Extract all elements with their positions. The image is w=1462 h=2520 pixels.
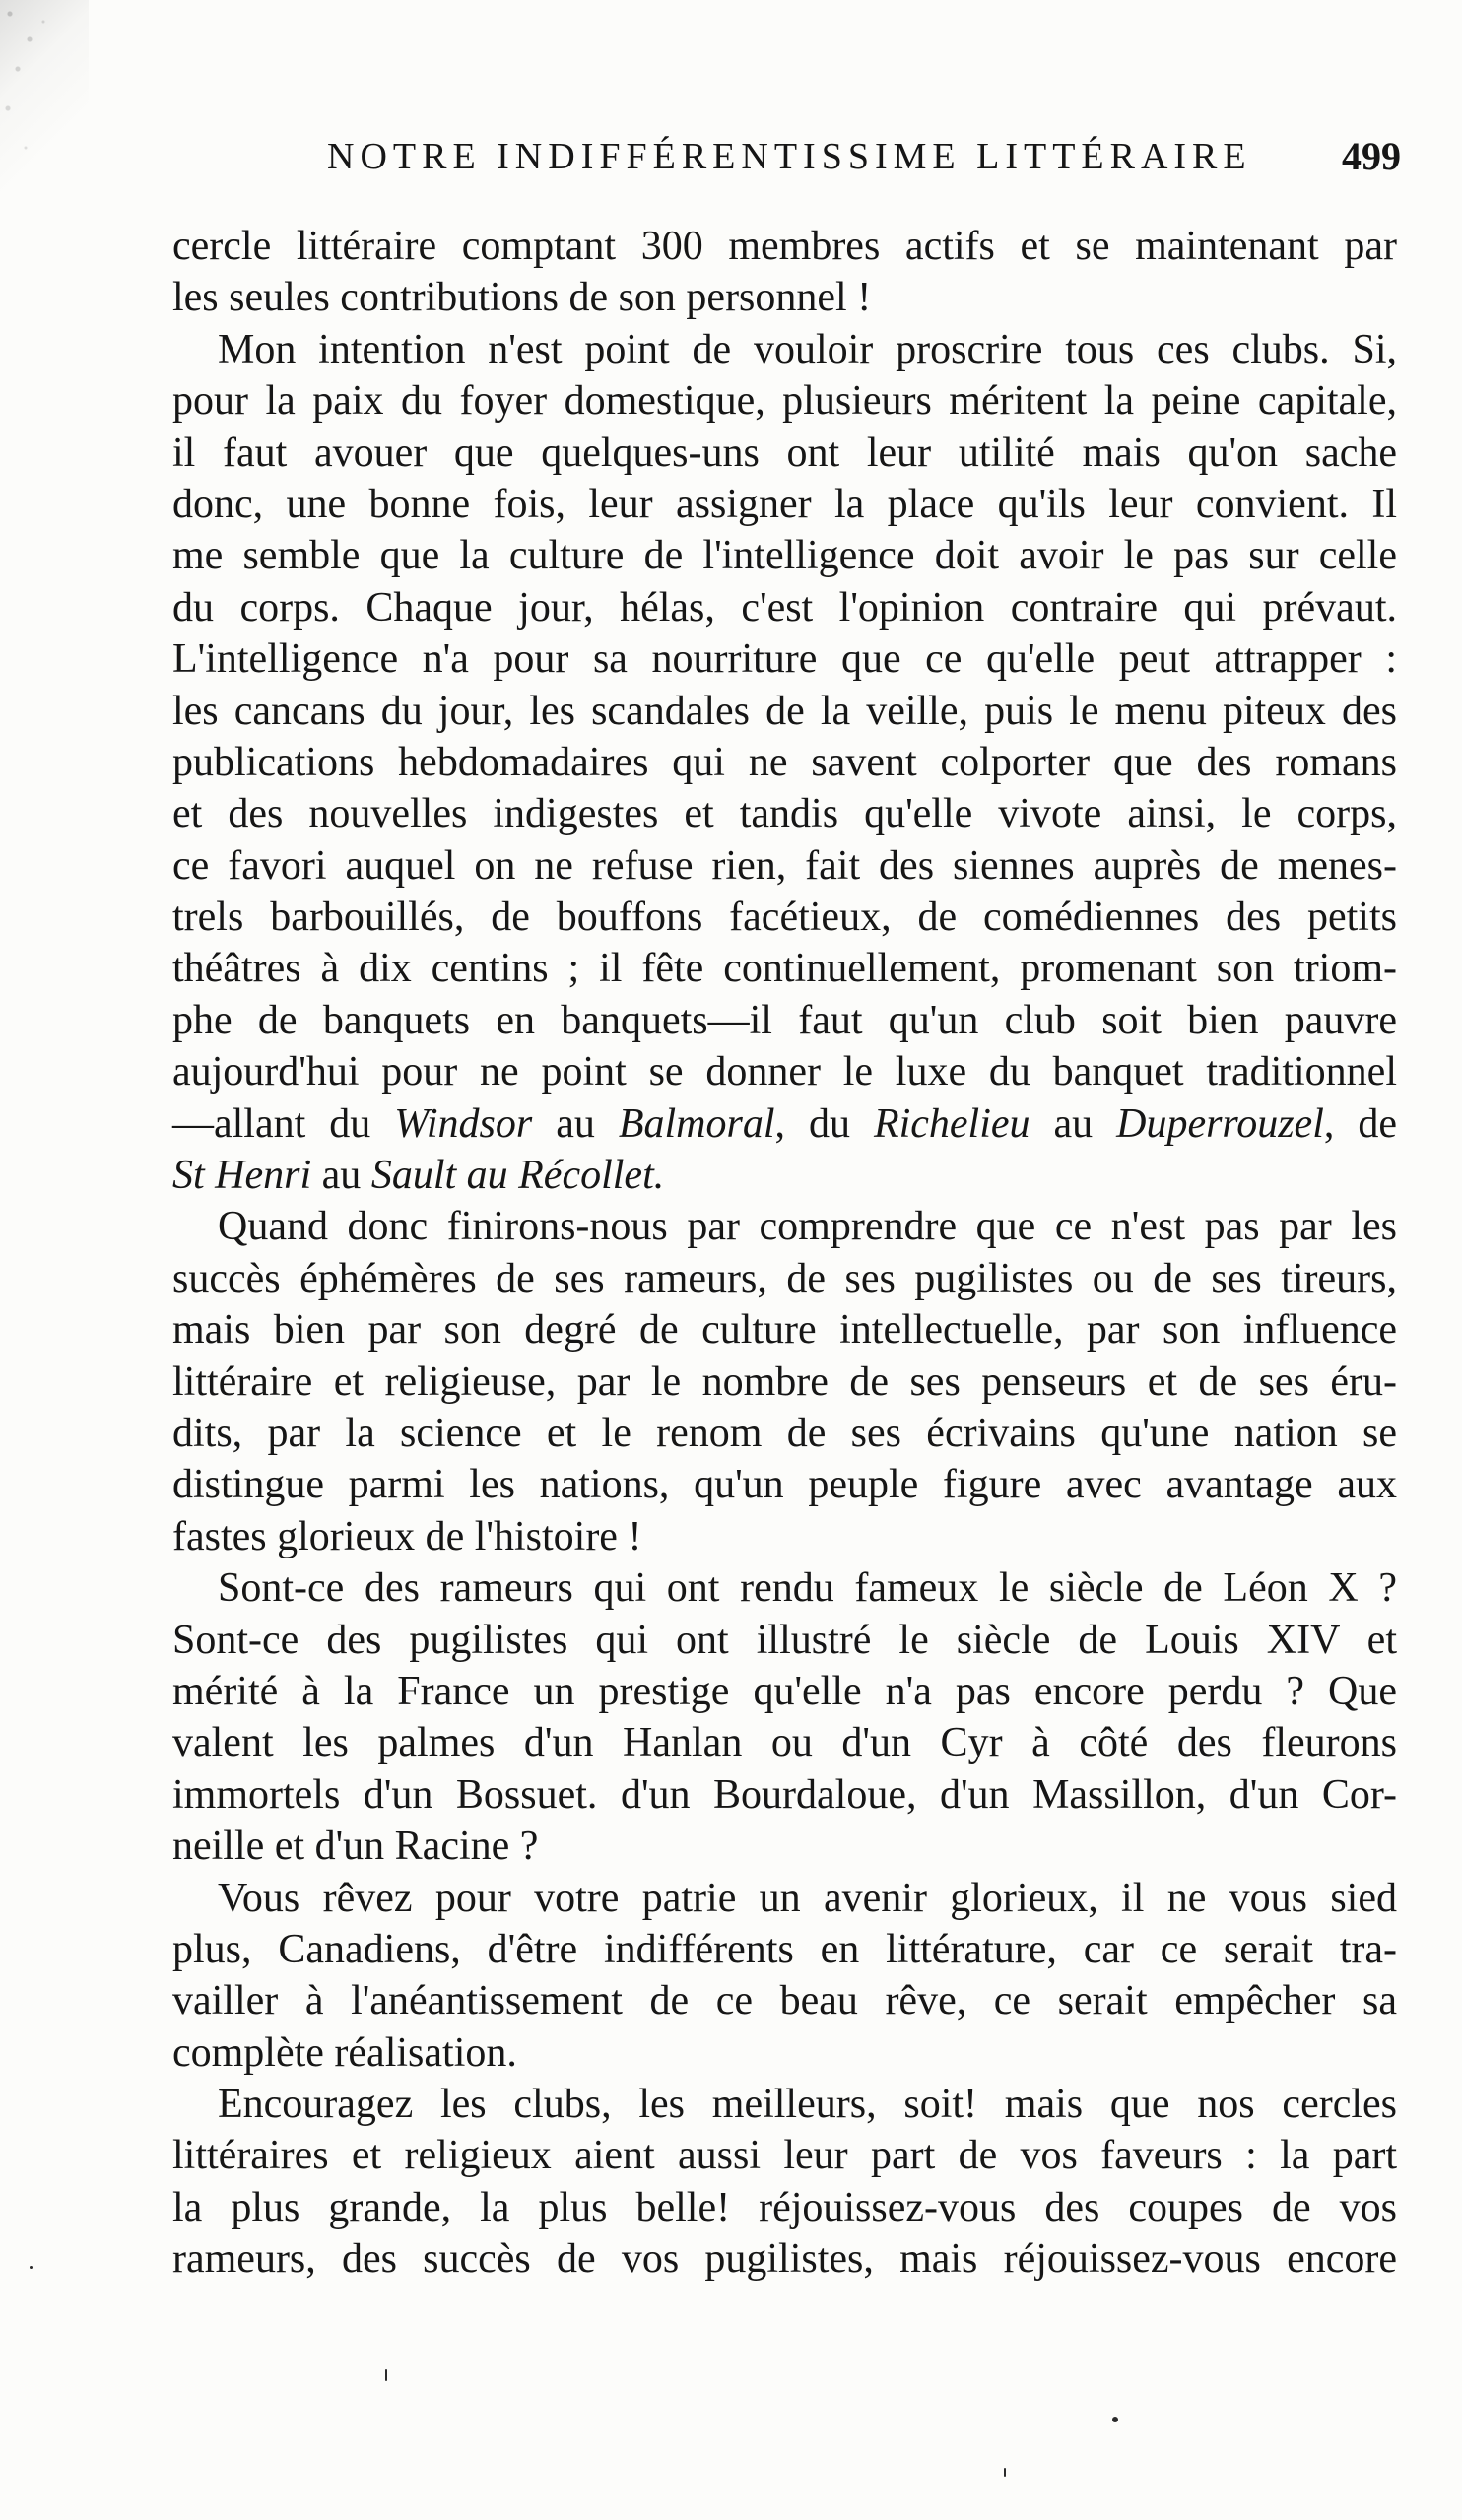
text-line: neille et d'un Racine ? — [172, 1824, 539, 1870]
running-head: NOTRE INDIFFÉRENTISSIME LITTÉRAIRE — [327, 136, 1252, 177]
text-line: distingue parmi les nations, qu'un peuple figure avec avantage aux — [172, 1462, 1397, 1508]
text-line — [172, 1150, 1397, 1201]
text-line: dits, par la science et le renom de ses écrivains qu'une nation se — [172, 1410, 1397, 1456]
text-segment: , du — [774, 1100, 874, 1147]
text-line: Mon intention n'est point de vouloir proscrire tous ces clubs. Si, — [218, 326, 1397, 372]
italic-place-name: Duperrouzel — [1116, 1100, 1324, 1147]
text-line: valent les palmes d'un Hanlan ou d'un Cyr à côté des fleurons — [172, 1720, 1397, 1766]
text-line: phe de banquets en banquets—il faut qu'un club soit bien pauvre — [172, 997, 1397, 1043]
text-segment: au — [532, 1100, 619, 1147]
text-line: mais bien par son degré de culture intellectuelle, par son influence — [172, 1307, 1397, 1354]
text-line: me semble que la culture de l'intelligence doit avoir le pas sur celle — [172, 533, 1397, 579]
text-segment: au — [1030, 1100, 1117, 1147]
text-line: succès éphémères de ses rameurs, de ses pugilistes ou de ses tireurs, — [172, 1255, 1397, 1301]
text-line: et des nouvelles indigestes et tandis qu'elle vivote ainsi, le corps, — [172, 791, 1397, 837]
text-line: du corps. Chaque jour, hélas, c'est l'opinion contraire qui prévaut. — [172, 584, 1397, 630]
text-line: Quand donc finirons-nous par comprendre que ce n'est pas par les — [218, 1204, 1397, 1250]
text-line: L'intelligence n'a pour sa nourriture que ce qu'elle peut attrapper : — [172, 636, 1397, 683]
paragraph — [172, 1201, 1397, 1562]
text-line: Encouragez les clubs, les meilleurs, soit! mais que nos cercles — [218, 2082, 1397, 2128]
paragraph — [172, 324, 1397, 1202]
paragraph — [172, 2079, 1397, 2286]
text-line: Sont-ce des pugilistes qui ont illustré le siècle de Louis XIV et — [172, 1617, 1397, 1663]
italic-place-name: Windsor — [394, 1100, 533, 1147]
text-line: mérité à la France un prestige qu'elle n'a pas encore perdu ? Que — [172, 1668, 1397, 1714]
text-line: les cancans du jour, les scandales de la veille, puis le menu piteux des — [172, 688, 1397, 734]
page-number: 499 — [1342, 134, 1401, 178]
text-segment: au — [311, 1153, 371, 1199]
text-line: publications hebdomadaires qui ne savent colporter que des romans — [172, 739, 1397, 785]
text-line: ce favori auquel on ne refuse rien, fait des siennes auprès de menes- — [172, 842, 1397, 889]
text-line: plus, Canadiens, d'être indifférents en littérature, car ce serait tra- — [172, 1926, 1397, 1972]
text-line: donc, une bonne fois, leur assigner la place qu'ils leur convient. Il — [172, 481, 1397, 527]
text-line: les seules contributions de son personnel ! — [172, 275, 872, 321]
paragraph — [172, 221, 1397, 324]
text-line: immortels d'un Bossuet. d'un Bourdaloue, d'un Massillon, d'un Cor- — [172, 1771, 1397, 1818]
text-segment: , de — [1323, 1100, 1397, 1147]
paragraph — [172, 1562, 1397, 1872]
text-line: la plus grande, la plus belle! réjouissez-vous des coupes de vos — [172, 2184, 1397, 2230]
scan-speck — [385, 2369, 387, 2381]
text-line: Vous rêvez pour votre patrie un avenir glorieux, il ne vous sied — [218, 1875, 1397, 1921]
italic-place-name: Sault au Récollet. — [370, 1153, 665, 1199]
text-block — [172, 221, 1397, 2286]
scan-edge-noise — [0, 0, 89, 197]
text-line: trels barbouillés, de bouffons facétieux, de comédiennes des petits — [172, 895, 1397, 941]
paragraph — [172, 1873, 1397, 2080]
text-line: rameurs, des succès de vos pugilistes, mais réjouissez-vous encore — [172, 2236, 1397, 2283]
text-segment: —allant du — [172, 1100, 395, 1147]
text-line: pour la paix du foyer domestique, plusieurs méritent la peine capitale, — [172, 378, 1397, 425]
text-line: complète réalisation. — [172, 2029, 517, 2076]
italic-place-name: Richelieu — [873, 1100, 1030, 1147]
text-line: vailler à l'anéantissement de ce beau rêve, ce serait empêcher sa — [172, 1978, 1397, 2024]
text-line: littéraires et religieux aient aussi leur part de vos faveurs : la part — [172, 2133, 1397, 2179]
scan-speck — [30, 2266, 33, 2269]
scan-speck — [1004, 2468, 1006, 2477]
italic-place-name: Balmoral — [618, 1100, 775, 1147]
text-line — [172, 1098, 1397, 1150]
text-line: théâtres à dix centins ; il fête continuellement, promenant son triom- — [172, 946, 1397, 992]
text-line: Sont-ce des rameurs qui ont rendu fameux le siècle de Léon X ? — [218, 1565, 1397, 1612]
text-line: il faut avouer que quelques-uns ont leur utilité mais qu'on sache — [172, 430, 1397, 476]
text-line: littéraire et religieuse, par le nombre de ses penseurs et de ses éru- — [172, 1359, 1397, 1405]
italic-place-name: St Henri — [172, 1153, 312, 1199]
scan-speck — [1112, 2417, 1118, 2422]
text-line: fastes glorieux de l'histoire ! — [172, 1513, 642, 1559]
text-line: aujourd'hui pour ne point se donner le luxe du banquet traditionnel — [172, 1049, 1397, 1095]
text-line: cercle littéraire comptant 300 membres actifs et se maintenant par — [172, 224, 1397, 269]
